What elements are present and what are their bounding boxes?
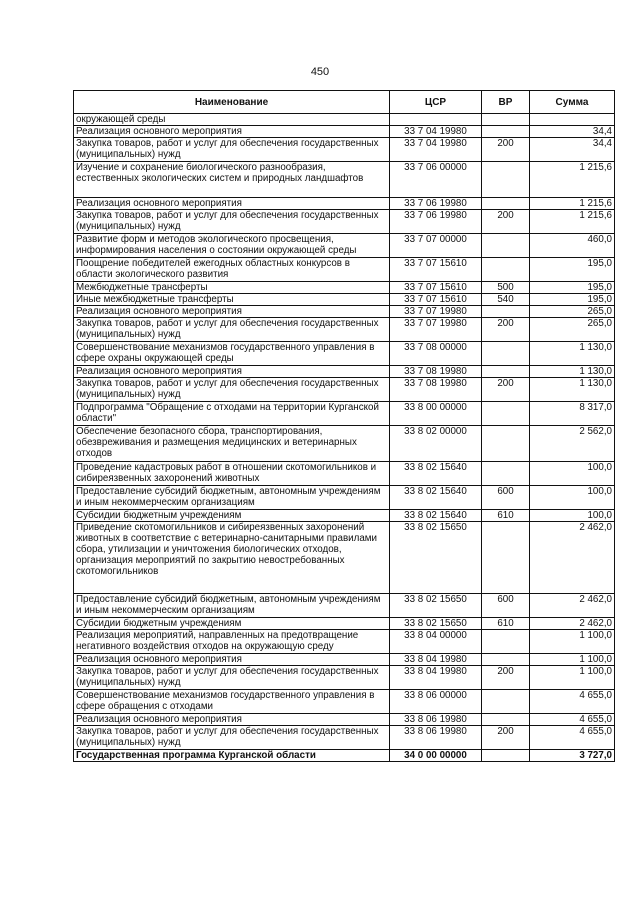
row-name: окружающей среды — [74, 114, 390, 126]
row-name: Закупка товаров, работ и услуг для обеспечения государственных (муниципальных) нужд — [74, 666, 390, 690]
table-row — [74, 114, 615, 126]
row-name: Реализация основного мероприятия — [74, 198, 390, 210]
row-csr: 33 8 06 19980 — [390, 714, 482, 726]
row-name: Закупка товаров, работ и услуг для обеспечения государственных (муниципальных) нужд — [74, 726, 390, 750]
table-row — [74, 462, 615, 486]
row-csr: 33 7 07 15610 — [390, 282, 482, 294]
row-sum: 195,0 — [530, 258, 615, 282]
table-row — [74, 198, 615, 210]
row-name: Реализация мероприятий, направленных на предотвращение негативного воздействия отходов на окружающую среду — [74, 630, 390, 654]
row-csr: 33 8 04 19980 — [390, 666, 482, 690]
row-name: Обеспечение безопасного сбора, транспортирования, обезвреживания и размещения медицинских и ветеринарных отходов — [74, 426, 390, 462]
row-name: Субсидии бюджетным учреждениям — [74, 510, 390, 522]
row-csr: 33 7 06 19980 — [390, 210, 482, 234]
row-sum: 4 655,0 — [530, 726, 615, 750]
row-vr — [482, 462, 530, 486]
row-vr — [482, 162, 530, 198]
table-row — [74, 378, 615, 402]
row-csr: 33 7 07 15610 — [390, 258, 482, 282]
row-sum: 1 130,0 — [530, 342, 615, 366]
row-vr: 200 — [482, 666, 530, 690]
row-sum: 100,0 — [530, 462, 615, 486]
row-vr — [482, 426, 530, 462]
table-row — [74, 666, 615, 690]
row-vr: 200 — [482, 378, 530, 402]
table-row — [74, 510, 615, 522]
row-vr — [482, 690, 530, 714]
row-name: Приведение скотомогильников и сибиреязвенных захоронений животных в соответствие с ветеринарно-санитарными правилами сбора, утилизации и уничтожения биологических отходов, организация мероприятий по закрытию невостребованных скотомогильников — [74, 522, 390, 594]
row-vr — [482, 714, 530, 726]
row-sum: 34,4 — [530, 126, 615, 138]
row-name: Поощрение победителей ежегодных областных конкурсов в области экологического развития — [74, 258, 390, 282]
row-csr: 33 8 04 19980 — [390, 654, 482, 666]
table-row — [74, 630, 615, 654]
row-name: Реализация основного мероприятия — [74, 714, 390, 726]
row-csr: 33 8 02 15640 — [390, 462, 482, 486]
row-sum: 100,0 — [530, 486, 615, 510]
table-row — [74, 690, 615, 714]
header-vr: ВР — [482, 91, 530, 114]
row-name: Развитие форм и методов экологического просвещения, информирования населения о состоянии окружающей среды — [74, 234, 390, 258]
table-row — [74, 126, 615, 138]
row-vr: 610 — [482, 510, 530, 522]
header-sum: Сумма — [530, 91, 615, 114]
row-vr — [482, 258, 530, 282]
row-name: Предоставление субсидий бюджетным, автономным учреждениям и иным некоммерческим организациям — [74, 594, 390, 618]
row-name: Совершенствование механизмов государственного управления в сфере охраны окружающей среды — [74, 342, 390, 366]
row-csr: 33 7 07 19980 — [390, 318, 482, 342]
row-name: Реализация основного мероприятия — [74, 126, 390, 138]
row-vr — [482, 198, 530, 210]
row-sum: 4 655,0 — [530, 714, 615, 726]
table-row — [74, 618, 615, 630]
row-name: Подпрограмма "Обращение с отходами на территории Курганской области" — [74, 402, 390, 426]
table-row — [74, 234, 615, 258]
row-vr: 200 — [482, 138, 530, 162]
table-row — [74, 402, 615, 426]
row-sum: 4 655,0 — [530, 690, 615, 714]
row-sum: 2 462,0 — [530, 522, 615, 594]
row-csr: 34 0 00 00000 — [390, 750, 482, 762]
row-csr: 33 7 06 00000 — [390, 162, 482, 198]
row-vr — [482, 630, 530, 654]
row-sum: 265,0 — [530, 306, 615, 318]
row-sum: 1 130,0 — [530, 378, 615, 402]
row-name: Субсидии бюджетным учреждениям — [74, 618, 390, 630]
row-csr: 33 7 04 19980 — [390, 126, 482, 138]
table-row — [74, 726, 615, 750]
budget-table — [73, 90, 615, 762]
table-row — [74, 318, 615, 342]
row-csr: 33 7 07 19980 — [390, 306, 482, 318]
row-vr: 600 — [482, 594, 530, 618]
table-row — [74, 210, 615, 234]
row-name: Реализация основного мероприятия — [74, 654, 390, 666]
row-vr — [482, 126, 530, 138]
row-sum: 2 462,0 — [530, 618, 615, 630]
row-vr: 200 — [482, 726, 530, 750]
table-row — [74, 306, 615, 318]
row-sum — [530, 114, 615, 126]
row-csr: 33 8 02 15650 — [390, 522, 482, 594]
row-csr: 33 8 06 00000 — [390, 690, 482, 714]
row-sum: 3 727,0 — [530, 750, 615, 762]
row-name: Государственная программа Курганской области — [74, 750, 390, 762]
row-vr: 600 — [482, 486, 530, 510]
row-sum: 100,0 — [530, 510, 615, 522]
row-sum: 1 100,0 — [530, 630, 615, 654]
row-sum: 195,0 — [530, 294, 615, 306]
row-sum: 2 562,0 — [530, 426, 615, 462]
row-sum: 8 317,0 — [530, 402, 615, 426]
table-row — [74, 282, 615, 294]
row-vr — [482, 306, 530, 318]
table-row — [74, 366, 615, 378]
row-vr: 500 — [482, 282, 530, 294]
row-vr — [482, 366, 530, 378]
row-vr — [482, 402, 530, 426]
row-csr: 33 8 00 00000 — [390, 402, 482, 426]
table-row — [74, 594, 615, 618]
row-sum: 2 462,0 — [530, 594, 615, 618]
table-row — [74, 162, 615, 198]
row-vr — [482, 522, 530, 594]
table-header-row — [74, 91, 615, 114]
row-csr: 33 8 02 15650 — [390, 618, 482, 630]
row-name: Реализация основного мероприятия — [74, 306, 390, 318]
row-vr: 200 — [482, 210, 530, 234]
row-vr: 610 — [482, 618, 530, 630]
row-csr: 33 8 02 00000 — [390, 426, 482, 462]
header-csr: ЦСР — [390, 91, 482, 114]
row-sum: 1 130,0 — [530, 366, 615, 378]
row-sum: 34,4 — [530, 138, 615, 162]
header-name: Наименование — [74, 91, 390, 114]
row-sum: 1 100,0 — [530, 666, 615, 690]
row-csr: 33 7 07 00000 — [390, 234, 482, 258]
table-row — [74, 342, 615, 366]
row-name: Изучение и сохранение биологического разнообразия, естественных экологических систем и природных ландшафтов — [74, 162, 390, 198]
row-name: Проведение кадастровых работ в отношении скотомогильников и сибиреязвенных захоронений животных — [74, 462, 390, 486]
row-csr: 33 7 04 19980 — [390, 138, 482, 162]
table-row — [74, 426, 615, 462]
row-name: Реализация основного мероприятия — [74, 366, 390, 378]
row-csr: 33 7 08 19980 — [390, 378, 482, 402]
row-csr — [390, 114, 482, 126]
table-row — [74, 522, 615, 594]
row-sum: 1 215,6 — [530, 210, 615, 234]
row-name: Закупка товаров, работ и услуг для обеспечения государственных (муниципальных) нужд — [74, 318, 390, 342]
row-vr — [482, 750, 530, 762]
row-name: Закупка товаров, работ и услуг для обеспечения государственных (муниципальных) нужд — [74, 210, 390, 234]
table-row — [74, 294, 615, 306]
row-vr: 200 — [482, 318, 530, 342]
row-sum: 1 100,0 — [530, 654, 615, 666]
row-csr: 33 7 06 19980 — [390, 198, 482, 210]
row-csr: 33 7 08 00000 — [390, 342, 482, 366]
row-name: Совершенствование механизмов государственного управления в сфере обращения с отходами — [74, 690, 390, 714]
row-csr: 33 8 02 15640 — [390, 510, 482, 522]
row-csr: 33 8 02 15650 — [390, 594, 482, 618]
row-vr: 540 — [482, 294, 530, 306]
row-vr — [482, 234, 530, 258]
row-sum: 195,0 — [530, 282, 615, 294]
row-sum: 1 215,6 — [530, 162, 615, 198]
row-vr — [482, 342, 530, 366]
table-row-program-total — [74, 750, 615, 762]
row-sum: 460,0 — [530, 234, 615, 258]
row-name: Закупка товаров, работ и услуг для обеспечения государственных (муниципальных) нужд — [74, 378, 390, 402]
row-vr — [482, 654, 530, 666]
row-csr: 33 7 08 19980 — [390, 366, 482, 378]
row-csr: 33 8 02 15640 — [390, 486, 482, 510]
row-name: Предоставление субсидий бюджетным, автономным учреждениям и иным некоммерческим организациям — [74, 486, 390, 510]
row-name: Иные межбюджетные трансферты — [74, 294, 390, 306]
row-name: Закупка товаров, работ и услуг для обеспечения государственных (муниципальных) нужд — [74, 138, 390, 162]
row-vr — [482, 114, 530, 126]
table-row — [74, 714, 615, 726]
table-row — [74, 486, 615, 510]
row-sum: 1 215,6 — [530, 198, 615, 210]
table-row — [74, 258, 615, 282]
page-number: 450 — [310, 66, 330, 78]
row-csr: 33 8 06 19980 — [390, 726, 482, 750]
row-name: Межбюджетные трансферты — [74, 282, 390, 294]
table-row — [74, 654, 615, 666]
row-csr: 33 8 04 00000 — [390, 630, 482, 654]
row-sum: 265,0 — [530, 318, 615, 342]
row-csr: 33 7 07 15610 — [390, 294, 482, 306]
table-row — [74, 138, 615, 162]
